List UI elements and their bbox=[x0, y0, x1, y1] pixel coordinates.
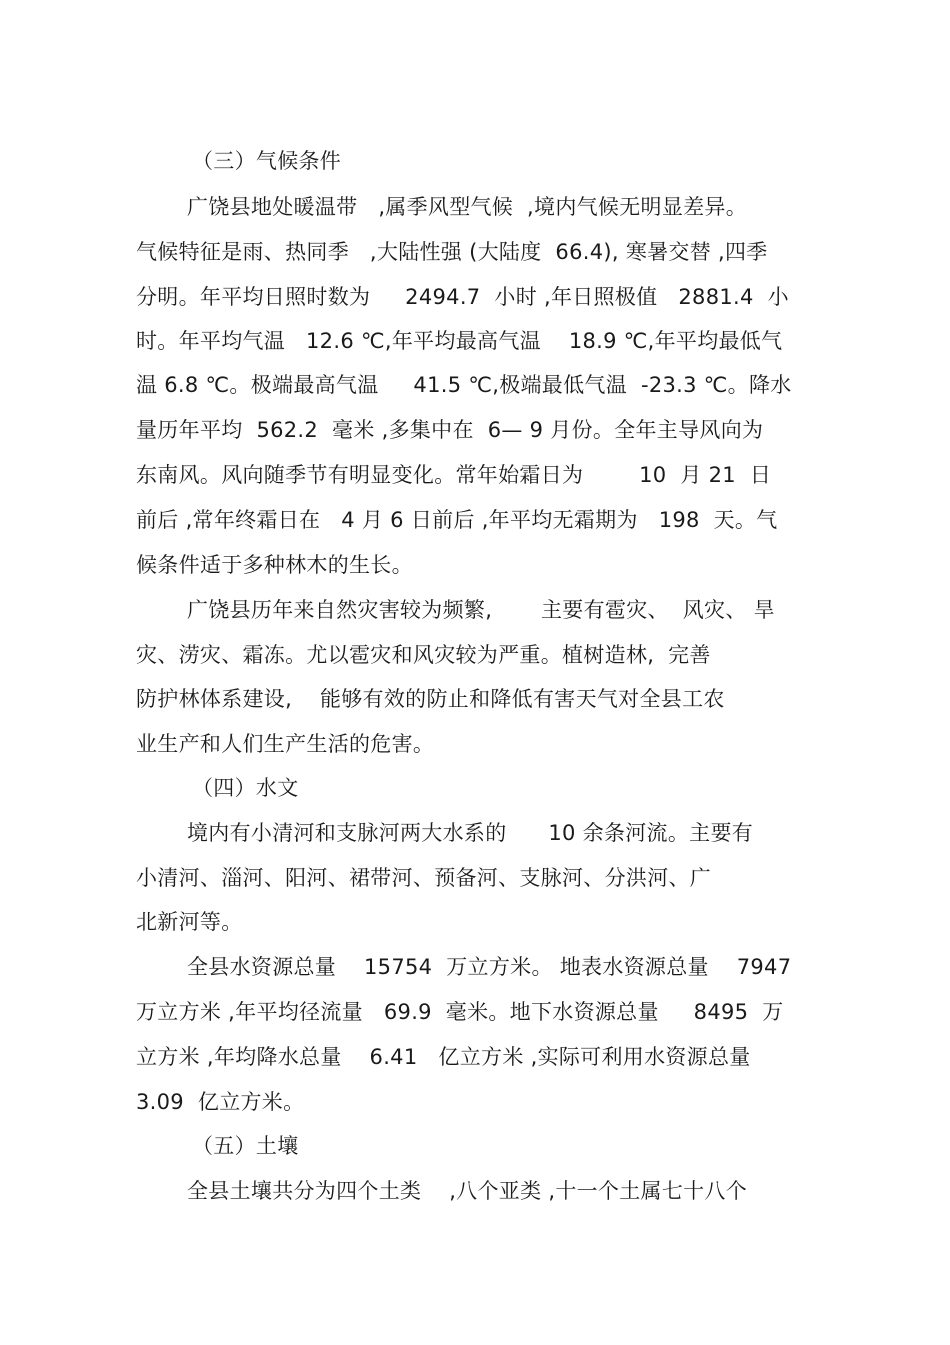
section-heading-climate: （三）气候条件 bbox=[192, 149, 342, 173]
paragraph-line: 东南风。风向随季节有明显变化。常年始霜日为 10 月 21 日 bbox=[136, 463, 772, 487]
section-heading-soil: （五）土壤 bbox=[192, 1134, 299, 1158]
paragraph-line: 业生产和人们生产生活的危害。 bbox=[136, 732, 435, 756]
paragraph-line: 防护林体系建设, 能够有效的防止和降低有害天气对全县工农 bbox=[136, 687, 725, 711]
paragraph-line: 前后 ,常年终霜日在 4 月 6 日前后 ,年平均无霜期为 198 天。气 bbox=[136, 508, 778, 532]
paragraph-line: 候条件适于多种林木的生长。 bbox=[136, 553, 413, 577]
paragraph-line: 全县水资源总量 15754 万立方米。 地表水资源总量 7947 bbox=[187, 955, 792, 979]
paragraph-line: 温 6.8 ℃。极端最高气温 41.5 ℃,极端最低气温 -23.3 ℃。降水 bbox=[136, 373, 792, 397]
section-heading-hydrology: （四）水文 bbox=[192, 776, 299, 800]
paragraph-line: 小清河、淄河、阳河、裙带河、预备河、支脉河、分洪河、广 bbox=[136, 866, 712, 890]
paragraph-line: 时。年平均气温 12.6 ℃,年平均最高气温 18.9 ℃,年平均最低气 bbox=[136, 329, 783, 353]
paragraph-line: 气候特征是雨、热同季 ,大陆性强 (大陆度 66.4), 寒暑交替 ,四季 bbox=[136, 240, 768, 264]
paragraph-line: 广饶县地处暖温带 ,属季风型气候 ,境内气候无明显差异。 bbox=[187, 195, 748, 219]
paragraph-line: 全县土壤共分为四个土类 ,八个亚类 ,十一个土属七十八个 bbox=[187, 1179, 748, 1203]
paragraph-line: 灾、涝灾、霜冻。尤以雹灾和风灾较为严重。植树造林, 完善 bbox=[136, 643, 711, 667]
paragraph-line: 立方米 ,年均降水总量 6.41 亿立方米 ,实际可利用水资源总量 bbox=[136, 1045, 751, 1069]
paragraph-line: 3.09 亿立方米。 bbox=[136, 1090, 305, 1114]
paragraph-line: 分明。年平均日照时数为 2494.7 小时 ,年日照极值 2881.4 小 bbox=[136, 285, 789, 309]
paragraph-line: 境内有小清河和支脉河两大水系的 10 余条河流。主要有 bbox=[187, 821, 754, 845]
paragraph-line: 北新河等。 bbox=[136, 910, 243, 934]
paragraph-line: 广饶县历年来自然灾害较为频繁, 主要有雹灾、 风灾、 旱 bbox=[187, 598, 775, 622]
paragraph-line: 量历年平均 562.2 毫米 ,多集中在 6— 9 月份。全年主导风向为 bbox=[136, 418, 764, 442]
paragraph-line: 万立方米 ,年平均径流量 69.9 毫米。地下水资源总量 8495 万 bbox=[136, 1000, 784, 1024]
